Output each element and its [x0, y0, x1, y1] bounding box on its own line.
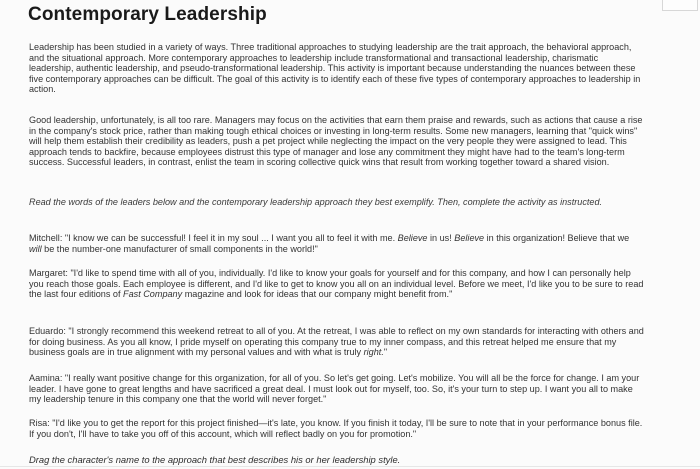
- quote-mitchell-text: be the number-one manufacturer of small components in the world!": [41, 243, 318, 254]
- quote-risa: Risa: "I'd like you to get the report for this project finished—it's late, you know. If you finish it today, I'll be sure to note that in your performance bonus file. If you don't, I'll have to take you off of this account, which will reflect badly on you for promotion.": [29, 418, 643, 439]
- quote-eduardo-text: Eduardo: "I strongly recommend this weekend retreat to all of you. At the retreat, I was able to reflect on my own standards for interacting with others and for doing business. As you all know, I pride myself on operating this company true to my inner compass, and this retreat helped me ensure that my business goals are in true alignment with my personal values and with what is truly: [29, 326, 644, 357]
- bottom-divider: [0, 466, 700, 467]
- corner-control: [662, 0, 698, 11]
- quote-mitchell-emphasis: Believe: [454, 233, 485, 243]
- quote-margaret-text: Margaret: "I'd like to spend time with all of you, individually. I'd like to know your goals for yourself and for this company, and how I can personally help you reach those goals. Each employee is different, and I'd like to get to know you all on an individual level. Before we meet, I'd like you to be sure to read the last four editions of: [29, 268, 644, 299]
- quote-margaret-text: magazine and look for ideas that our company might benefit from.": [182, 289, 453, 299]
- quote-margaret-emphasis: Fast Company: [123, 289, 183, 299]
- quote-mitchell-text: in this organization! Believe that we: [484, 233, 630, 243]
- quote-eduardo-text: ": [383, 347, 388, 357]
- quote-mitchell: [29, 233, 644, 254]
- quote-mitchell-text: in us!: [427, 233, 455, 243]
- quote-mitchell-emphasis: will: [29, 243, 42, 254]
- intro-paragraph: Leadership has been studied in a variety of ways. Three traditional approaches to studying leadership are the trait approach, the behavioral approach, and the situational approach. More contemporary approaches to leadership include transformational and transactional leadership, charismatic leadership, authentic leadership, and pseudo-transformational leadership. This activity is important because understanding the nuances between these five contemporary approaches can be difficult. The goal of this activity is to identify each of these five types of contemporary approaches to leadership in action.: [29, 42, 641, 94]
- quote-margaret: [29, 268, 644, 300]
- quote-aamina: Aamina: "I really want positive change for this organization, for all of you. So let's get going. Let's mobilize. You will all be the force for change. I am your leader. I have gone to great lengths and have sacrificed a great deal. I must look out for myself, too. So, it's your turn to step up. I want you all to make my leadership tenure in this company one that the world will never forget.": [29, 373, 640, 404]
- quote-mitchell-emphasis: Believe: [397, 233, 428, 243]
- instructions-paragraph: Read the words of the leaders below and the contemporary leadership approach they best exemplify. Then, complete the activity as instructed.: [29, 197, 603, 207]
- quote-eduardo: [29, 326, 644, 358]
- quote-mitchell-text: Mitchell: "I know we can be successful! I feel it in my soul ... I want you all to feel it with me.: [29, 233, 398, 243]
- quote-eduardo-emphasis: right.: [363, 347, 384, 357]
- page-title: Contemporary Leadership: [28, 4, 267, 25]
- drag-instruction: Drag the character's name to the approach that best describes his or her leadership style.: [29, 454, 401, 465]
- good-leadership-paragraph: Good leadership, unfortunately, is all too rare. Managers may focus on the activities that earn them praise and rewards, such as actions that cause a rise in the company's stock price, rather than making tough ethical choices or investing in long-term results. Some new managers, learning that "quick wins" will help them establish their credibility as leaders, push a pet project while neglecting the impact on the very people they were assigned to lead. This approach tends to backfire, because employees distrust this type of manager and lose any commitment they might have had to the team's long-term success. Successful leaders, in contrast, enlist the team in scoring collective quick wins that result from working together toward a shared vision.: [29, 115, 643, 167]
